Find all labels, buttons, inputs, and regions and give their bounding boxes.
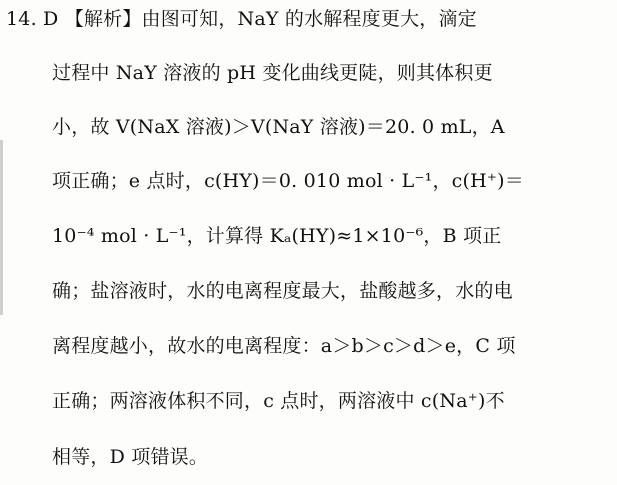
text-line-6: 确；盐溶液时，水的电离程度最大，盐酸越多，水的电 — [52, 280, 513, 302]
text-line-1: 14. D 【解析】由图可知，NaY 的水解程度更大，滴定 — [6, 8, 477, 30]
text-line-3: 小，故 V(NaX 溶液)＞V(NaY 溶液)＝20. 0 mL，A — [52, 116, 505, 138]
scan-edge-mark — [0, 140, 3, 315]
text-line-8: 正确；两溶液体积不同，c 点时，两溶液中 c(Na⁺)不 — [52, 390, 505, 412]
text-line-9: 相等，D 项错误。 — [52, 446, 209, 468]
text-line-4: 项正确；e 点时，c(HY)＝0. 010 mol · L⁻¹，c(H⁺)＝ — [52, 170, 524, 192]
text-line-2: 过程中 NaY 溶液的 pH 变化曲线更陡，则其体积更 — [52, 62, 493, 84]
text-line-5: 10⁻⁴ mol · L⁻¹，计算得 Kₐ(HY)≈1×10⁻⁶，B 项正 — [52, 225, 502, 247]
text-line-7: 离程度越小，故水的电离程度：a＞b＞c＞d＞e，C 项 — [52, 335, 516, 357]
